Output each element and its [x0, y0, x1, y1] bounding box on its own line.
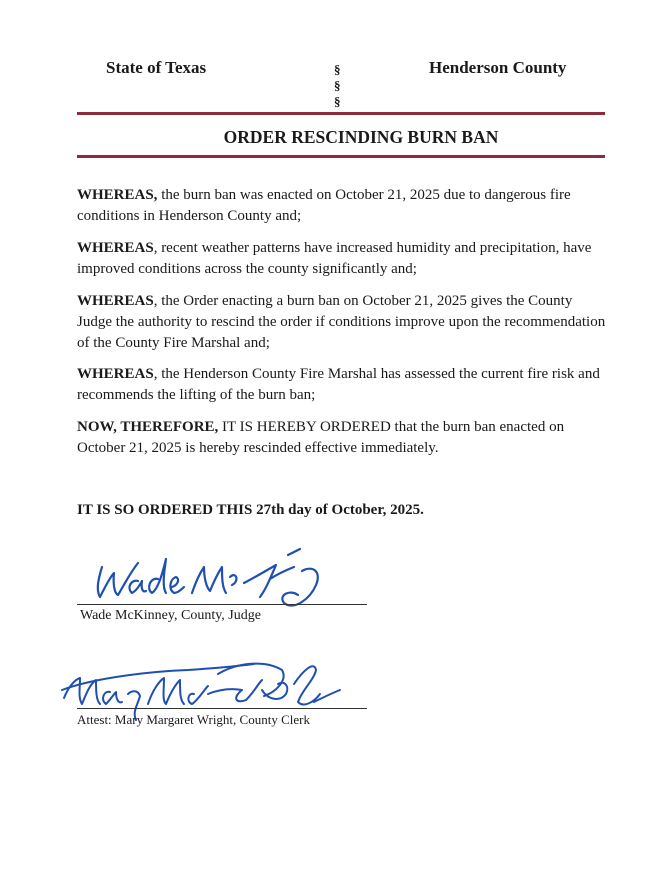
judge-signature-line [77, 604, 367, 605]
section-mark: § [334, 62, 341, 77]
paragraph-text: , the Order enacting a burn ban on October 21, 2025 gives the County Judge the authority to rescind the order if conditions improve upon the recommendation of the County Fire Marshal and; [77, 293, 606, 351]
paragraph-text: the burn ban was enacted on October 21, 2025 due to dangerous fire conditions in Henderson County and; [77, 187, 571, 224]
paragraph-lead: WHEREAS [77, 240, 154, 256]
judge-name: Wade McKinney, County, Judge [80, 608, 261, 623]
whereas-paragraph-1 [77, 185, 607, 227]
section-mark: § [334, 94, 341, 109]
paragraph-text: , the Henderson County Fire Marshal has assessed the current fire risk and recommends the lifting of the burn ban; [77, 366, 600, 403]
section-mark: § [334, 78, 341, 93]
whereas-paragraph-3 [77, 291, 607, 354]
clerk-name: Attest: Mary Margaret Wright, County Clerk [77, 712, 310, 727]
whereas-paragraph-4 [77, 364, 607, 406]
paragraph-lead: NOW, THEREFORE, [77, 419, 219, 435]
state-name: State of Texas [106, 58, 207, 77]
paragraph-lead: WHEREAS [77, 366, 154, 382]
top-rule [77, 112, 605, 115]
paragraph-text: , recent weather patterns have increased humidity and precipitation, have improved conditions across the county significantly and; [77, 240, 592, 277]
paragraph-lead: WHEREAS, [77, 187, 158, 203]
order-statement: IT IS SO ORDERED THIS 27th day of October, 2025. [77, 502, 424, 518]
paragraph-lead: WHEREAS [77, 293, 154, 309]
now-therefore-paragraph [77, 417, 607, 459]
order-title: ORDER RESCINDING BURN BAN [223, 127, 499, 147]
paragraph-text: IT IS HEREBY ORDERED that the burn ban enacted on October 21, 2025 is hereby rescinded effective immediately. [77, 419, 565, 456]
whereas-paragraph-2 [77, 238, 607, 280]
county-name: Henderson County [429, 58, 567, 77]
bottom-rule [77, 155, 605, 158]
clerk-signature-line [77, 708, 367, 709]
